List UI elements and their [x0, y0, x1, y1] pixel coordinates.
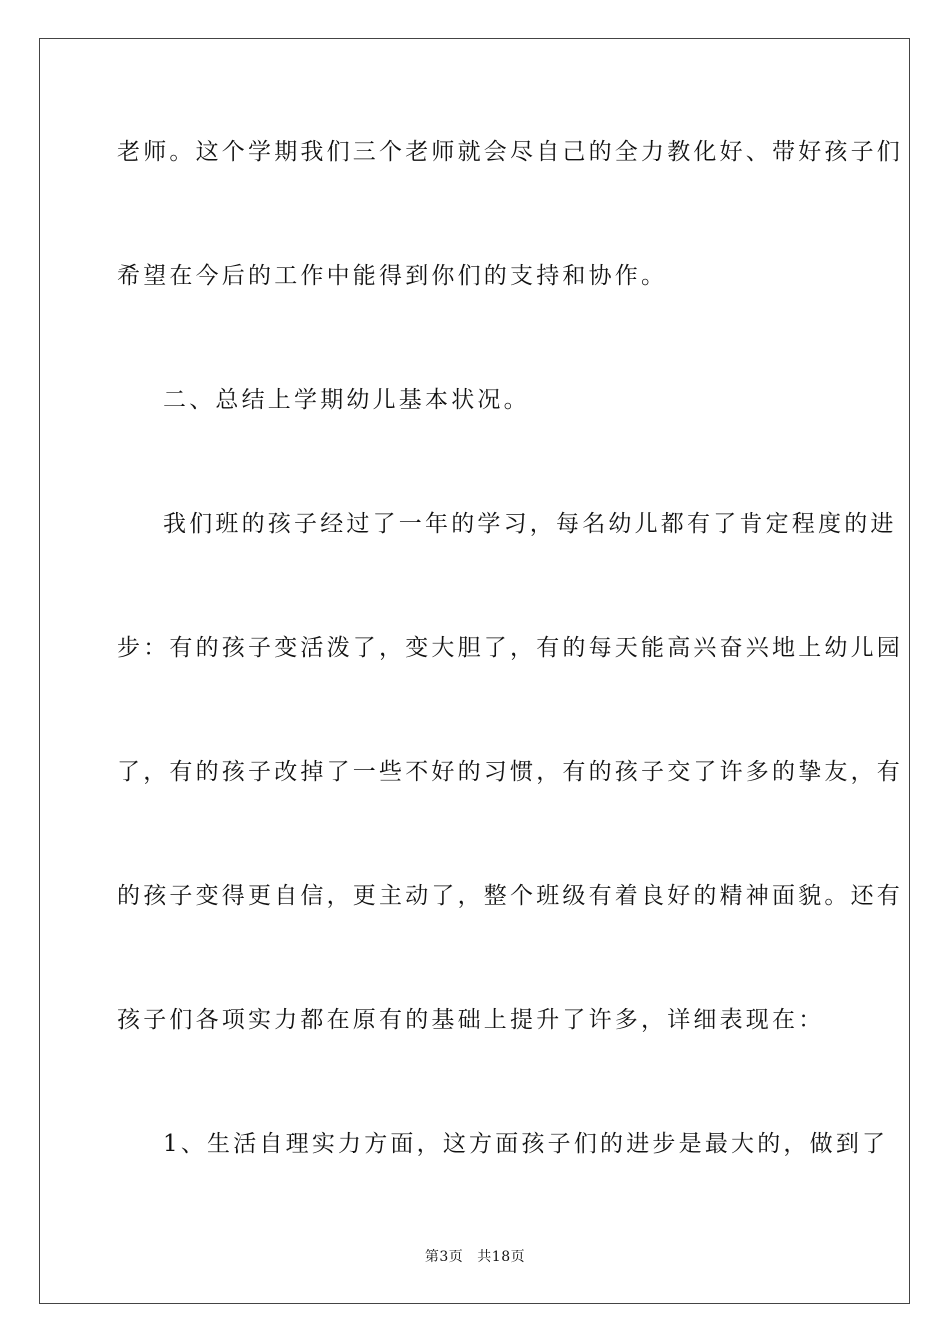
page-border: [39, 38, 910, 1304]
paragraph-line-1: 老师。这个学期我们三个老师就会尽自己的全力教化好、带好孩子们: [117, 139, 903, 165]
page-number-current: 第3页: [424, 1249, 464, 1265]
paragraph-line-4: 我们班的孩子经过了一年的学习，每名幼儿都有了肯定程度的进: [163, 511, 897, 537]
page-number-total: 共18页: [477, 1249, 526, 1265]
paragraph-line-2: 希望在今后的工作中能得到你们的支持和协作。: [117, 263, 668, 289]
section-heading: 二、总结上学期幼儿基本状况。: [163, 387, 530, 413]
paragraph-line-5: 步：有的孩子变活泼了，变大胆了，有的每天能高兴奋兴地上幼儿园: [117, 635, 903, 661]
page-footer: [0, 1248, 950, 1266]
paragraph-line-8: 孩子们各项实力都在原有的基础上提升了许多，详细表现在：: [117, 1007, 825, 1033]
paragraph-line-7: 的孩子变得更自信，更主动了，整个班级有着良好的精神面貌。还有: [117, 883, 903, 909]
paragraph-line-6: 了，有的孩子改掉了一些不好的习惯，有的孩子交了许多的挚友，有: [117, 759, 903, 785]
list-item-1: 1、生活自理实力方面，这方面孩子们的进步是最大的，做到了: [163, 1131, 889, 1157]
